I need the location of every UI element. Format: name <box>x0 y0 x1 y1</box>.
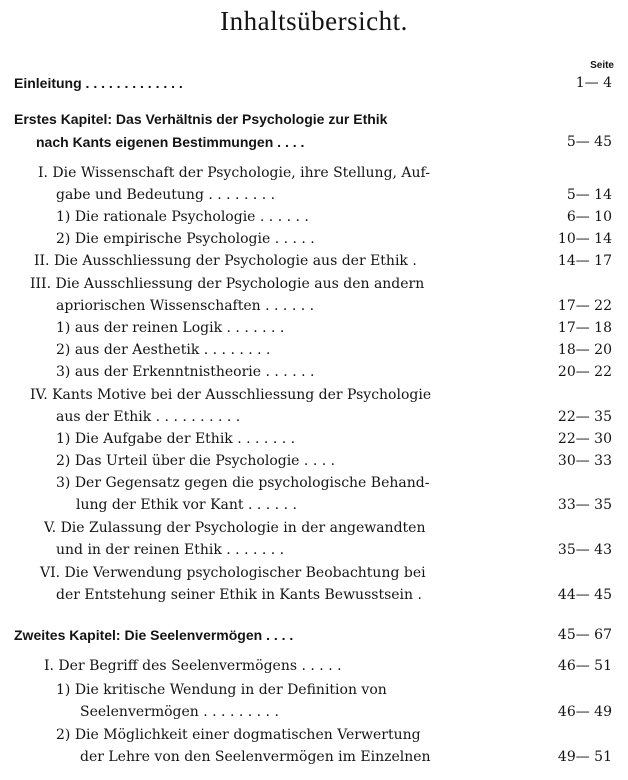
toc-entry-text: 2) Die Möglichkeit einer dogmatischen Verwertung <box>56 727 421 743</box>
page-title: Inhaltsübersicht. <box>220 6 408 36</box>
toc-entry-page: 30— 33 <box>557 453 612 469</box>
toc-entry-text: apriorischen Wissenschaften . . . . . . <box>56 298 315 314</box>
toc-entry-text: und in der reinen Ethik . . . . . . . <box>56 542 285 558</box>
toc-entry-text: nach Kants eigenen Bestimmungen . . . . <box>36 134 305 150</box>
toc-entry-text: 1) Die rationale Psychologie . . . . . . <box>56 209 309 225</box>
toc-entry-page: 46— 51 <box>557 658 612 674</box>
toc-entry-text: Zweites Kapitel: Die Seelenvermögen . . . . <box>14 627 294 643</box>
toc-entry-page: 45— 67 <box>557 627 612 643</box>
toc-entry-text: aus der Ethik . . . . . . . . . . <box>56 409 241 425</box>
toc-entry-page: 35— 43 <box>557 542 612 558</box>
toc-entry-text: 1) Die kritische Wendung in der Definition von <box>56 682 387 698</box>
toc-entry-page: 5— 14 <box>566 187 612 203</box>
toc-entry-page: 18— 20 <box>557 342 612 358</box>
toc-entry-text: 1) Die Aufgabe der Ethik . . . . . . . <box>56 431 296 447</box>
toc-entry-page: 6— 10 <box>566 209 612 225</box>
toc-entry-text: 3) Der Gegensatz gegen die psychologische Behand- <box>56 475 430 491</box>
toc-entry-page: 33— 35 <box>557 497 612 513</box>
toc-entry-page: 20— 22 <box>557 364 612 380</box>
toc-entry-text: Einleitung . . . . . . . . . . . . . <box>14 75 183 91</box>
toc-entry-page: 14— 17 <box>557 253 612 269</box>
toc-entry-page: 44— 45 <box>557 587 612 603</box>
toc-entry-text: IV. Kants Motive bei der Ausschliessung der Psychologie <box>30 387 432 403</box>
toc-entry-text: I. Der Begriff des Seelenvermögens . . . . . <box>44 658 342 674</box>
toc-entry-text: II. Die Ausschliessung der Psychologie aus der Ethik . <box>34 253 417 269</box>
toc-entry-text: Erstes Kapitel: Das Verhältnis der Psychologie zur Ethik <box>14 111 388 127</box>
toc-entry-text: 2) Das Urteil über die Psychologie . . . . <box>56 453 336 469</box>
toc-entry-page: 17— 18 <box>557 320 612 336</box>
toc-entry-text: gabe und Bedeutung . . . . . . . . <box>56 187 276 203</box>
toc-entry-text: der Lehre von den Seelenvermögen im Einzelnen <box>80 749 431 765</box>
toc-entry-text: 2) aus der Aesthetik . . . . . . . . <box>56 342 271 358</box>
toc-entry-text: V. Die Zulassung der Psychologie in der angewandten <box>44 520 426 536</box>
toc-entry-text: III. Die Ausschliessung der Psychologie aus den andern <box>30 276 425 292</box>
toc-entry-page: 22— 35 <box>557 409 612 425</box>
toc-entry-page: 5— 45 <box>566 134 612 150</box>
toc-entry-text: 2) Die empirische Psychologie . . . . . <box>56 231 315 247</box>
toc-entry-text: 1) aus der reinen Logik . . . . . . . <box>56 320 285 336</box>
toc-entry-text: VI. Die Verwendung psychologischer Beobachtung bei <box>40 565 426 581</box>
toc-entry-page: 17— 22 <box>557 298 612 314</box>
toc-entry-text: 3) aus der Erkenntnistheorie . . . . . . <box>56 364 315 380</box>
toc-entry-page: 46— 49 <box>557 704 612 720</box>
toc-entry-page: 1— 4 <box>575 75 612 91</box>
toc-entry-page: 49— 51 <box>557 749 612 765</box>
toc-entry-text: lung der Ethik vor Kant . . . . . . <box>76 497 297 513</box>
toc-entry-text: der Entstehung seiner Ethik in Kants Bewusstsein . <box>56 587 422 603</box>
page-column-header: Seite <box>590 60 614 71</box>
toc-entry-page: 10— 14 <box>557 231 612 247</box>
toc-entry-text: Seelenvermögen . . . . . . . . . <box>80 704 279 720</box>
toc-entry-page: 22— 30 <box>557 431 612 447</box>
toc-entry-text: I. Die Wissenschaft der Psychologie, ihre Stellung, Auf- <box>38 165 430 181</box>
